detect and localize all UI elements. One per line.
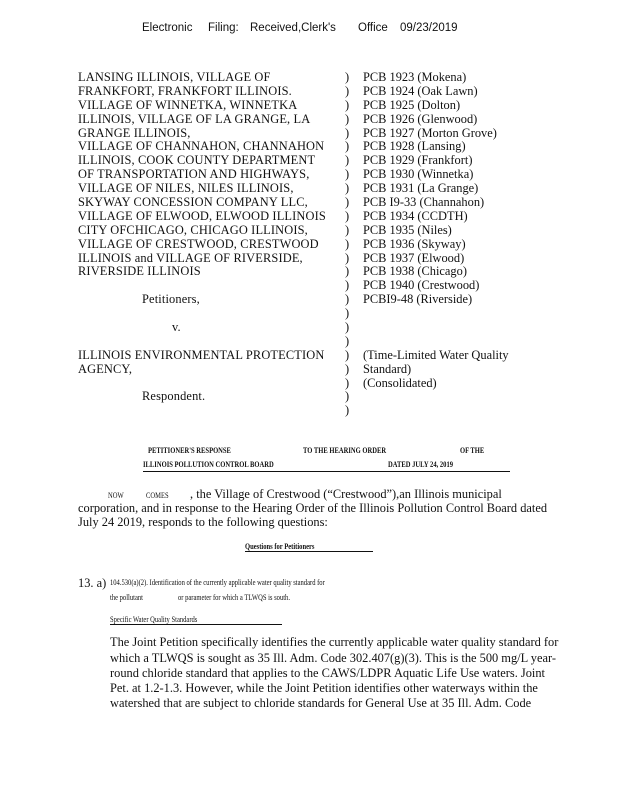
case-number: PCB 1940 (Crestwood) bbox=[363, 278, 480, 293]
proceeding-line: Standard) bbox=[363, 361, 412, 376]
caption-line: VILLAGE OF ELWOOD, ELWOOD ILLINOIS bbox=[78, 208, 326, 223]
caption-line: VILLAGE OF NILES, NILES ILLINOIS, bbox=[78, 181, 294, 196]
case-number: PCB 1925 (Dolton) bbox=[363, 97, 461, 112]
title-part-3: OF THE bbox=[460, 446, 485, 455]
title-part-4: ILLINOIS POLLUTION CONTROL BOARD bbox=[143, 460, 274, 469]
question-line-1: 104.530(a)(2). Identification of the currently applicable water quality standard for bbox=[110, 578, 325, 587]
caption-line: VILLAGE OF CRESTWOOD, CRESTWOOD bbox=[78, 236, 319, 251]
intro-now: NOW bbox=[108, 491, 124, 500]
body-line: round chloride standard that applies to the CAWS/LDPR Aquatic Life Use waters. Joint bbox=[110, 666, 546, 680]
paren: ) bbox=[345, 153, 350, 168]
body-line: watershed that are subject to chloride standards for General Use at 35 Ill. Adm. Code bbox=[110, 696, 532, 710]
case-caption-parties bbox=[78, 71, 326, 404]
caption-line: CITY OFCHICAGO, CHICAGO ILLINOIS, bbox=[78, 222, 308, 237]
intro-line-3: July 24 2019, responds to the following questions: bbox=[78, 515, 328, 529]
respondent-line: ILLINOIS ENVIRONMENTAL PROTECTION bbox=[78, 347, 325, 362]
respondent-line: AGENCY, bbox=[78, 361, 133, 376]
case-number: PCB 1938 (Chicago) bbox=[363, 264, 467, 279]
header-office: Office bbox=[358, 22, 388, 34]
intro-comes: COMES bbox=[146, 491, 169, 500]
caption-line: OF TRANSPORTATION AND HIGHWAYS, bbox=[78, 167, 310, 182]
caption-parentheses bbox=[345, 71, 349, 418]
paren: ) bbox=[345, 389, 350, 404]
paren: ) bbox=[345, 292, 350, 307]
title-part-2: TO THE HEARING ORDER bbox=[303, 446, 387, 455]
body-line: which a TLWQS is sought as 35 Ill. Adm. Code 302.407(g)(3). This is the 500 mg/L year- bbox=[110, 651, 556, 665]
header-received: Received,Clerk's bbox=[250, 22, 336, 34]
case-number: PCB 1935 (Niles) bbox=[363, 222, 452, 237]
case-number: PCB 1930 (Winnetka) bbox=[363, 167, 474, 182]
caption-line: ILLINOIS, VILLAGE OF LA GRANGE, LA bbox=[78, 111, 311, 126]
case-number: PCB 1936 (Skyway) bbox=[363, 236, 466, 251]
header-electronic: Electronic bbox=[142, 22, 193, 34]
proceeding-line: (Time-Limited Water Quality bbox=[363, 347, 509, 362]
body-line: Pet. at 1.2-1.3. However, while the Joint Petition identifies other waterways within the bbox=[110, 681, 538, 695]
intro-line-2: corporation, and in response to the Hearing Order of the Illinois Pollution Control Board dated bbox=[78, 501, 548, 515]
title-part-5: DATED JULY 24, 2019 bbox=[388, 460, 454, 469]
paren: ) bbox=[345, 139, 350, 154]
paren: ) bbox=[345, 320, 350, 335]
case-number: PCB 1927 (Morton Grove) bbox=[363, 125, 497, 140]
paren: ) bbox=[345, 181, 350, 196]
caption-line: ILLINOIS, COOK COUNTY DEPARTMENT bbox=[78, 153, 316, 168]
paren: ) bbox=[345, 250, 350, 265]
versus-label: v. bbox=[172, 320, 181, 335]
paren: ) bbox=[345, 70, 350, 84]
paren: ) bbox=[345, 403, 350, 418]
paren: ) bbox=[345, 375, 350, 390]
paren: ) bbox=[345, 361, 350, 376]
proceeding-line: (Consolidated) bbox=[363, 375, 437, 390]
body-line: The Joint Petition specifically identifies the currently applicable water quality standard for bbox=[110, 635, 559, 649]
case-number: PCB 1934 (CCDTH) bbox=[363, 208, 468, 223]
question-line-2a: the pollutant bbox=[110, 593, 143, 602]
paren: ) bbox=[345, 278, 350, 293]
questions-heading: Questions for Petitioners bbox=[245, 542, 315, 551]
case-number: PCB 1926 (Glenwood) bbox=[363, 111, 478, 126]
header-filing: Filing: bbox=[208, 22, 239, 34]
paren: ) bbox=[345, 83, 350, 98]
specific-heading: Specific Water Quality Standards bbox=[110, 615, 198, 624]
respondent-label: Respondent. bbox=[142, 389, 206, 404]
paren: ) bbox=[345, 167, 350, 182]
questions-underline bbox=[245, 551, 373, 552]
case-number: PCB 1924 (Oak Lawn) bbox=[363, 83, 478, 98]
case-numbers bbox=[363, 71, 509, 390]
caption-line: LANSING ILLINOIS, VILLAGE OF bbox=[78, 70, 271, 84]
caption-line: RIVERSIDE ILLINOIS bbox=[78, 264, 201, 279]
intro-rest: , the Village of Crestwood (“Crestwood”),an Illinois municipal bbox=[190, 487, 502, 501]
caption-line: VILLAGE OF CHANNAHON, CHANNAHON bbox=[78, 139, 325, 154]
paren: ) bbox=[345, 97, 350, 112]
paren: ) bbox=[345, 236, 350, 251]
paren: ) bbox=[345, 306, 350, 321]
title-part-1: PETITIONER'S RESPONSE bbox=[148, 446, 231, 455]
question-number: 13. a) bbox=[78, 576, 107, 590]
caption-line: SKYWAY CONCESSION COMPANY LLC, bbox=[78, 195, 308, 210]
case-number: PCB 1923 (Mokena) bbox=[363, 70, 467, 84]
header-date: 09/23/2019 bbox=[400, 22, 458, 34]
specific-underline bbox=[110, 624, 282, 625]
paren: ) bbox=[345, 195, 350, 210]
petitioners-label: Petitioners, bbox=[142, 292, 200, 307]
caption-line: ILLINOIS and VILLAGE OF RIVERSIDE, bbox=[78, 250, 303, 265]
paren: ) bbox=[345, 347, 350, 362]
case-number: PCB 1937 (Elwood) bbox=[363, 250, 465, 265]
caption-line: GRANGE ILLINOIS, bbox=[78, 125, 191, 140]
case-number: PCB 1928 (Lansing) bbox=[363, 139, 466, 154]
caption-line: FRANKFORT, FRANKFORT ILLINOIS. bbox=[78, 83, 292, 98]
paren: ) bbox=[345, 333, 350, 348]
case-number: PCB 1931 (La Grange) bbox=[363, 181, 479, 196]
paren: ) bbox=[345, 264, 350, 279]
title-underline bbox=[143, 471, 510, 472]
paren: ) bbox=[345, 222, 350, 237]
case-number: PCB I9-33 (Channahon) bbox=[363, 195, 485, 210]
case-number: PCBI9-48 (Riverside) bbox=[363, 292, 473, 307]
paren: ) bbox=[345, 208, 350, 223]
caption-line: VILLAGE OF WINNETKA, WINNETKA bbox=[78, 97, 298, 112]
question-line-2b: or parameter for which a TLWQS is south. bbox=[178, 593, 290, 602]
paren: ) bbox=[345, 125, 350, 140]
case-number: PCB 1929 (Frankfort) bbox=[363, 153, 473, 168]
paren: ) bbox=[345, 111, 350, 126]
